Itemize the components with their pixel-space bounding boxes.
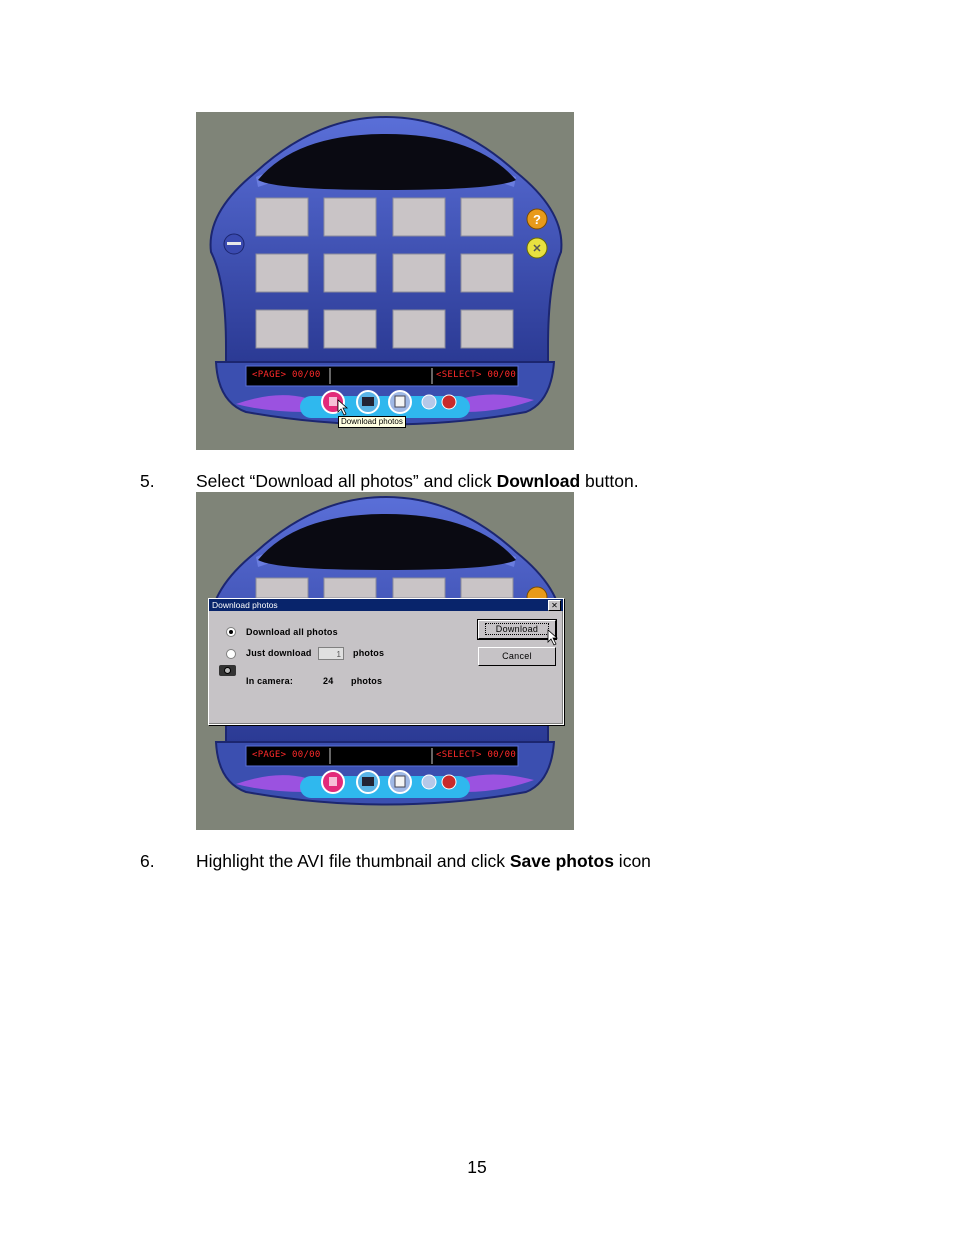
thumbnail-slot[interactable] (393, 254, 445, 292)
dialog-title: Download photos (212, 600, 278, 610)
bold-term: Save photos (509, 851, 614, 871)
help-icon[interactable] (527, 209, 547, 229)
thumbnail-slot[interactable] (256, 198, 308, 236)
thumbnail-slot[interactable] (461, 310, 513, 348)
thumbnail-slot[interactable] (461, 254, 513, 292)
download-photos-tooltip: Download photos (338, 416, 406, 428)
thumbnail-slot[interactable] (324, 254, 376, 292)
thumbnail-slot[interactable] (393, 578, 445, 598)
page-number: 15 (467, 1157, 487, 1177)
bold-term: Download (496, 471, 581, 491)
just-download-radio[interactable] (226, 649, 236, 659)
save-photos-icon[interactable] (389, 771, 411, 793)
thumbnail-slot[interactable] (461, 198, 513, 236)
in-camera-count: 24 (323, 676, 334, 686)
download-button[interactable] (478, 620, 556, 639)
lcd-page-readout: <PAGE> 00/00 (252, 370, 321, 380)
in-camera-label: In camera: (246, 676, 294, 686)
dialog-close-button[interactable]: ✕ (548, 600, 561, 611)
lcd-page-readout: <PAGE> 00/00 (252, 750, 321, 760)
app-screenshot-download-tooltip (196, 112, 574, 450)
select-all-icon[interactable] (422, 775, 436, 789)
thumbnail-slot[interactable] (256, 310, 308, 348)
thumbnail-slot[interactable] (393, 310, 445, 348)
thumbnail-slot[interactable] (324, 310, 376, 348)
just-download-label: Just download (246, 648, 312, 658)
select-all-icon[interactable] (422, 395, 436, 409)
thumbnail-slot[interactable] (324, 578, 376, 598)
download-photos-icon[interactable] (322, 771, 344, 793)
close-icon[interactable] (527, 238, 547, 258)
thumbnail-slot[interactable] (256, 578, 308, 598)
cancel-button[interactable]: Cancel (478, 647, 556, 666)
just-download-unit: photos (353, 648, 385, 658)
svg-text:✕: ✕ (532, 243, 542, 255)
step-number: 6. (140, 851, 155, 871)
save-photos-icon[interactable] (389, 391, 411, 413)
delete-icon[interactable] (442, 395, 456, 409)
minimize-icon[interactable] (224, 234, 244, 254)
delete-icon[interactable] (442, 775, 456, 789)
in-camera-unit: photos (351, 676, 383, 686)
camera-app-window (196, 112, 574, 450)
download-all-label: Download all photos (246, 627, 338, 637)
download-photos-dialog (208, 598, 564, 725)
thumbnail-slot[interactable] (324, 198, 376, 236)
windows-icon[interactable] (357, 391, 379, 413)
camera-icon (219, 665, 236, 676)
lcd-select-readout: <SELECT> 00/00 (436, 370, 517, 380)
step-text: Highlight the AVI file thumbnail and click Save photos icon (196, 851, 651, 871)
thumbnail-slot[interactable] (461, 578, 513, 598)
app-screenshot-download-dialog (196, 492, 574, 830)
lcd-select-readout: <SELECT> 00/00 (436, 750, 517, 760)
step-text: Select “Download all photos” and click Download button. (196, 471, 639, 491)
thumbnail-slot[interactable] (393, 198, 445, 236)
download-all-radio[interactable] (226, 627, 236, 637)
thumbnail-slot[interactable] (256, 254, 308, 292)
download-button-label: Download (485, 623, 549, 635)
step-number: 5. (140, 471, 155, 491)
photo-count-input[interactable]: 1 (318, 647, 344, 660)
windows-icon[interactable] (357, 771, 379, 793)
dialog-title-bar (209, 599, 563, 611)
svg-text:?: ? (533, 212, 541, 227)
